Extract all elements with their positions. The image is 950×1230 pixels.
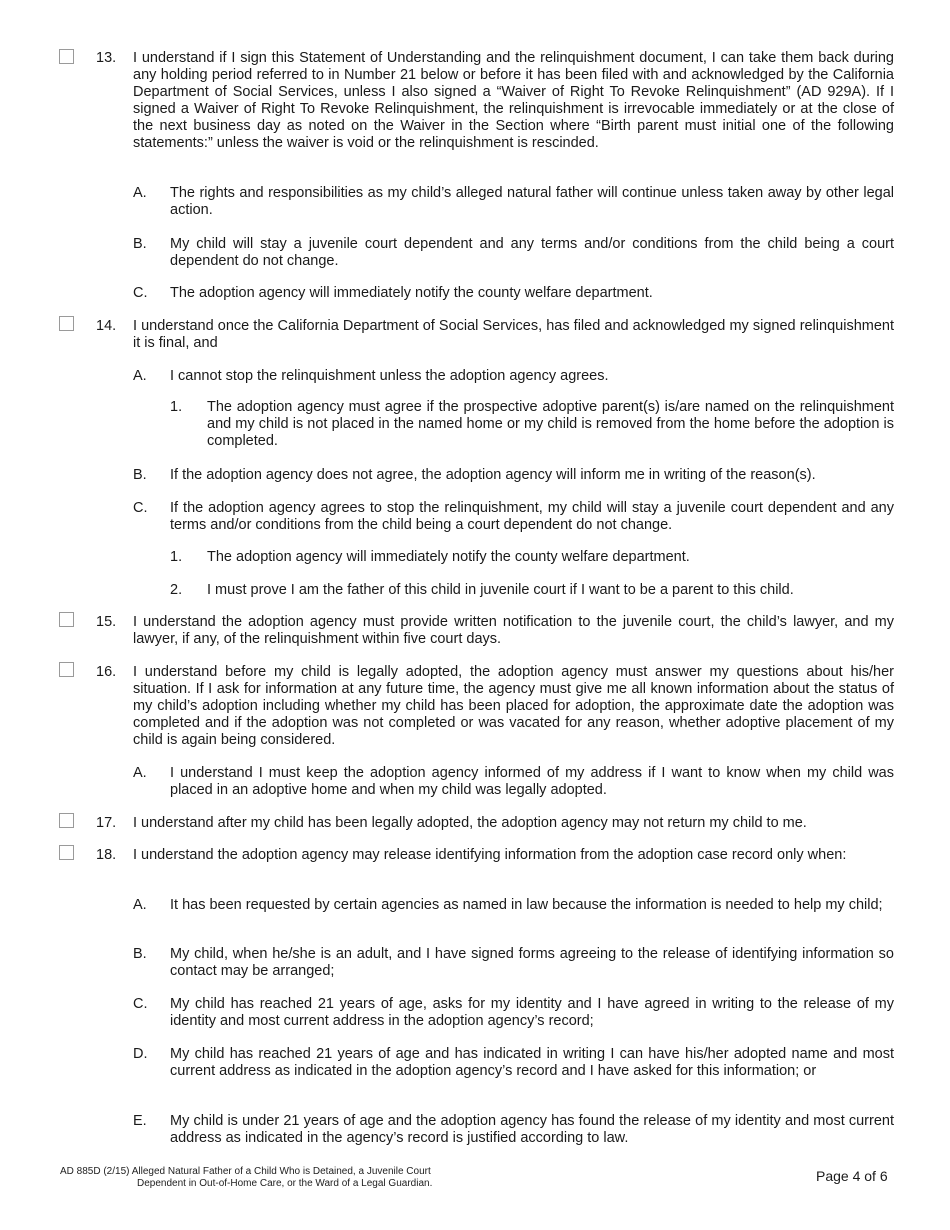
item-14-sub-a-1-text: The adoption agency must agree if the prospective adoptive parent(s) is/are named on the relinquishment and my child is not placed in the named home or my child is removed from the home before the adoption is completed.: [207, 399, 894, 449]
item-13-sub-c-letter: C.: [133, 285, 148, 301]
item-18-sub-b-text: My child, when he/she is an adult, and I have signed forms agreeing to the release of identifying information so contact may be arranged;: [170, 946, 894, 979]
item-14-sub-c-text: If the adoption agency agrees to stop the relinquishment, my child will stay a juvenile court dependent and any terms and/or conditions from the child being a court dependent do not change.: [170, 500, 894, 533]
item-15-checkbox[interactable]: [59, 612, 74, 627]
item-14-sub-a-text: I cannot stop the relinquishment unless the adoption agency agrees.: [170, 368, 609, 384]
item-17-checkbox[interactable]: [59, 813, 74, 828]
item-14-sub-a-letter: A.: [133, 368, 147, 384]
item-18-sub-e-text: My child is under 21 years of age and the adoption agency has found the release of my identity and most current address as indicated in the agency’s record is justified according to law.: [170, 1113, 894, 1146]
item-16-checkbox[interactable]: [59, 662, 74, 677]
item-18-sub-c-letter: C.: [133, 996, 148, 1012]
form-identifier-line-2: Dependent in Out-of-Home Care, or the Ward of a Legal Guardian.: [137, 1178, 433, 1189]
item-14-sub-c-1-number: 1.: [170, 549, 183, 565]
item-17-text: I understand after my child has been legally adopted, the adoption agency may not return my child to me.: [133, 815, 807, 831]
item-14-sub-b-text: If the adoption agency does not agree, the adoption agency will inform me in writing of the reason(s).: [170, 467, 816, 483]
item-18-checkbox[interactable]: [59, 845, 74, 860]
item-13-sub-b-letter: B.: [133, 236, 147, 252]
item-18-sub-d-letter: D.: [133, 1046, 148, 1062]
form-identifier: [60, 1166, 432, 1190]
item-16-sub-a-letter: A.: [133, 765, 147, 781]
item-18-sub-b-letter: B.: [133, 946, 147, 962]
item-13-sub-b-text: My child will stay a juvenile court dependent and any terms and/or conditions from the child being a court dependent do not change.: [170, 236, 894, 269]
item-16-number: 16.: [96, 664, 117, 680]
item-15-number: 15.: [96, 614, 117, 630]
item-13-sub-a-text: The rights and responsibilities as my child’s alleged natural father will continue unless taken away by other legal action.: [170, 185, 894, 218]
item-14-text: I understand once the California Department of Social Services, has filed and acknowledged my signed relinquishment it is final, and: [133, 318, 894, 351]
item-18-number: 18.: [96, 847, 117, 863]
item-16-sub-a-text: I understand I must keep the adoption agency informed of my address if I want to know when my child was placed in an adoptive home and when my child was legally adopted.: [170, 765, 894, 798]
item-14-sub-c-letter: C.: [133, 500, 148, 516]
item-18-sub-a-text: It has been requested by certain agencies as named in law because the information is needed to help my child;: [170, 897, 883, 913]
item-13-text: I understand if I sign this Statement of Understanding and the relinquishment document, I can take them back during any holding period referred to in Number 21 below or before it has been filed with and acknowledged by the California Department of Social Services, unless I also signed a “Waiver of Right To Revoke Relinquishment” (AD 929A). If I signed a Waiver of Right To Revoke Relinquishment, the relinquishment is irrevocable immediately or at the close of the next business day as noted on the Waiver in the Section where “Birth parent must initial one of the following statements:” unless the waiver is void or the relinquishment is rescinded.: [133, 50, 894, 151]
item-18-text: I understand the adoption agency may release identifying information from the adoption case record only when:: [133, 847, 847, 863]
item-13-sub-c-text: The adoption agency will immediately notify the county welfare department.: [170, 285, 653, 301]
item-14-sub-c-2-number: 2.: [170, 582, 183, 598]
item-17-number: 17.: [96, 815, 117, 831]
page-number: Page 4 of 6: [816, 1168, 888, 1184]
item-13-number: 13.: [96, 50, 117, 66]
item-14-sub-c-2-text: I must prove I am the father of this child in juvenile court if I want to be a parent to this child.: [207, 582, 794, 598]
item-14-sub-a-1-number: 1.: [170, 399, 183, 415]
item-18-sub-a-letter: A.: [133, 897, 147, 913]
item-18-sub-e-letter: E.: [133, 1113, 147, 1129]
item-15-text: I understand the adoption agency must provide written notification to the juvenile court, the child’s lawyer, and my lawyer, if any, of the relinquishment within five court days.: [133, 614, 894, 647]
item-13-checkbox[interactable]: [59, 49, 74, 64]
item-18-sub-d-text: My child has reached 21 years of age and has indicated in writing I can have his/her adopted name and most current address as indicated in the adoption agency’s record and I have asked for this information; or: [170, 1046, 894, 1079]
item-14-number: 14.: [96, 318, 117, 334]
item-14-sub-b-letter: B.: [133, 467, 147, 483]
item-14-checkbox[interactable]: [59, 316, 74, 331]
item-13-sub-a-letter: A.: [133, 185, 147, 201]
item-18-sub-c-text: My child has reached 21 years of age, asks for my identity and I have agreed in writing to the release of my identity and most current address in the adoption agency’s record;: [170, 996, 894, 1029]
item-16-text: I understand before my child is legally adopted, the adoption agency must answer my questions about his/her situation. If I ask for information at any future time, the agency must give me all known information about the status of my child’s adoption including whether my child has been placed for adoption, the approximate date the adoption was completed and if the adoption was not completed or was vacated for any reason, whether adoptive placement of my child is again being considered.: [133, 664, 894, 748]
item-14-sub-c-1-text: The adoption agency will immediately notify the county welfare department.: [207, 549, 690, 565]
form-identifier-line-1: AD 885D (2/15) Alleged Natural Father of a Child Who is Detained, a Juvenile Court: [60, 1166, 431, 1177]
